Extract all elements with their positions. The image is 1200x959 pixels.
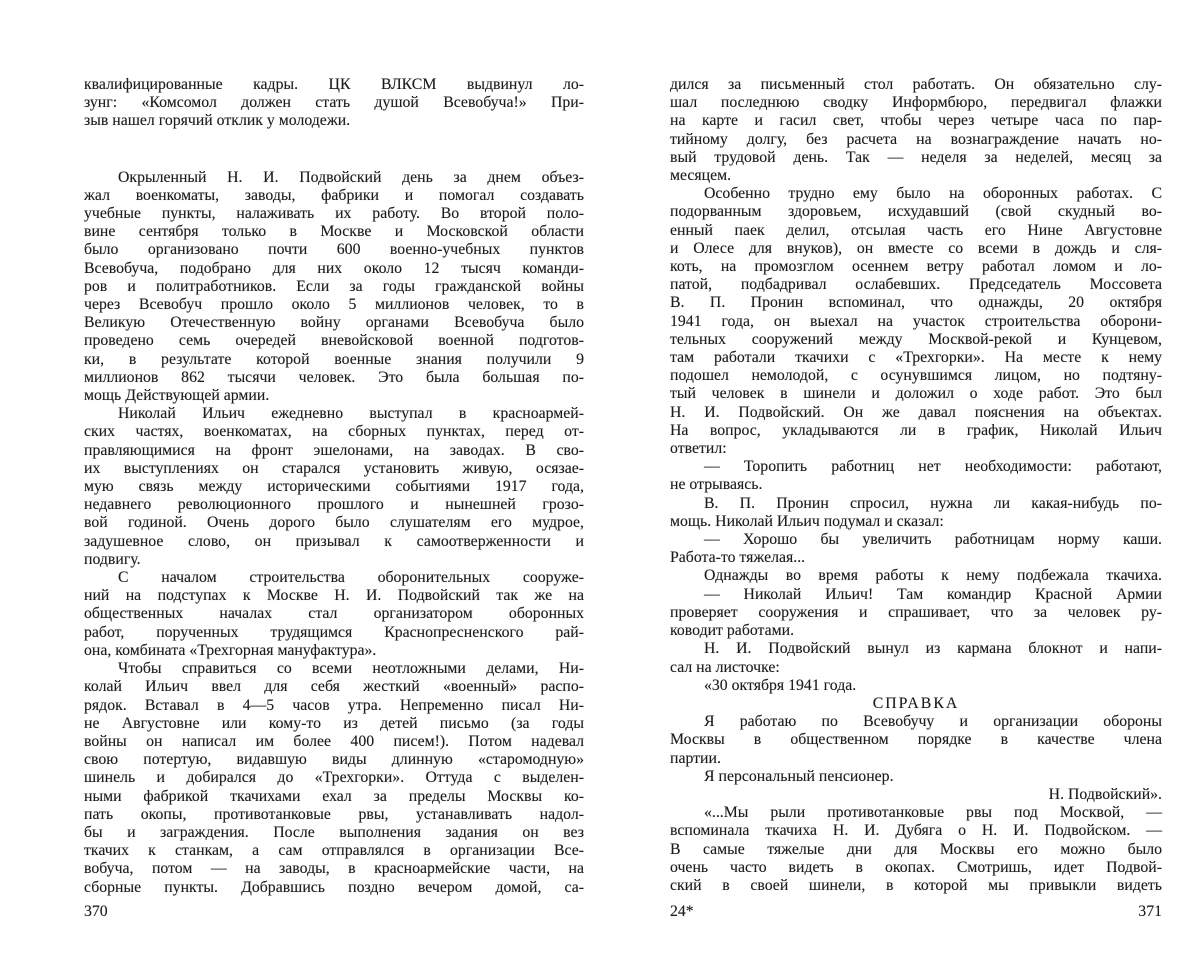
text-line: недавнего революционного прошлого и нынешней грозо-	[84, 496, 584, 514]
text-line: было организовано почти 600 военно-учебных пунктов	[84, 241, 584, 259]
text-line: В самые тяжелые дни для Москвы его можно было	[670, 840, 1162, 858]
text-line: ки, в результате которой военные знания получили 9	[84, 350, 584, 368]
text-line: ными фабрикой ткачихами ехал за пределы Москвы ко-	[84, 787, 584, 805]
text-line: работ, порученных трудящимся Краснопресненского рай-	[84, 623, 584, 641]
text-line: вой годиной. Очень дорого было слушателям его мудрое,	[84, 514, 584, 532]
text-line: зунг: «Комсомол должен стать душой Всевобуча!» При-	[84, 94, 584, 112]
text-line: Я персональный пенсионер.	[704, 767, 894, 785]
text-line: квалифицированные кадры. ЦК ВЛКСМ выдвинул ло-	[84, 76, 584, 93]
text-line: подвигу.	[84, 550, 141, 568]
left-page-number: 370	[84, 903, 108, 920]
text-line: ководит работами.	[670, 622, 795, 640]
text-line: сборные пункты. Добравшись поздно вечером домой, са-	[84, 878, 584, 896]
text-line: вый трудовой день. Так — неделя за неделей, месяц за	[670, 148, 1162, 166]
text-line: вине сентября только в Москве и Московской области	[84, 223, 584, 241]
text-line: Однажды во время работы к нему подбежала ткачиха.	[704, 567, 1162, 585]
text-line: — Торопить работниц нет необходимости: работают,	[704, 458, 1162, 476]
text-line: на карте и гасил свет, чтобы через четыре часа по пар-	[670, 112, 1162, 130]
text-line: ских частях, военкоматах, на сборных пунктах, перед от-	[84, 423, 584, 441]
text-line: не отрываясь.	[670, 476, 763, 494]
text-line: Николай Ильич ежедневно выступал в красноармей-	[118, 405, 584, 423]
text-line: мую связь между историческими событиями 1917 года,	[84, 478, 584, 496]
text-line: Н. И. Подвойский. Он же давал пояснения на объектах.	[670, 403, 1162, 421]
text-line: В. П. Пронин спросил, нужна ли какая-нибудь по-	[704, 494, 1162, 512]
text-line: дился за письменный стол работать. Он обязательно слу-	[670, 76, 1162, 93]
text-line: общественных началах стал организатором оборонных	[84, 605, 584, 623]
text-line: их выступлениях он старался установить живую, осязае-	[84, 459, 584, 477]
section-break	[84, 131, 584, 169]
right-page-footer	[670, 903, 1162, 921]
text-line: 1941 года, он выехал на участок строительства оборони-	[670, 312, 1162, 330]
text-line: вобуча, потом — на заводы, в красноармейские части, на	[84, 860, 584, 878]
text-line: зыв нашел горячий отклик у молодежи.	[84, 112, 351, 130]
text-line: и Олесе для внуков), он вместе со всеми в дождь и сля-	[670, 239, 1162, 257]
text-line: войны он написал им более 400 писем!). Потом надевал	[84, 732, 584, 750]
text-line: мощь Действующей армии.	[84, 387, 270, 405]
text-line: тийному долгу, без расчета на вознаграждение начать но-	[670, 130, 1162, 148]
right-page-number: 371	[1138, 903, 1162, 920]
text-line: Особенно трудно ему было на оборонных работах. С	[704, 185, 1162, 203]
text-line: — Хорошо бы увеличить работницам норму каши.	[704, 531, 1162, 549]
text-line: С началом строительства оборонительных сооруже-	[118, 569, 584, 587]
text-line: тельных сооружений между Москвой-рекой и Кунцевом,	[670, 330, 1162, 348]
spravka-heading: СПРАВКА	[872, 694, 960, 712]
text-line: Великую Отечественную войну органами Всевобуча было	[84, 314, 584, 332]
text-line: шинель и добирался до «Трехгорки». Оттуда с выделен-	[84, 769, 584, 787]
text-line: очень часто видеть в окопах. Смотришь, идет Подвой-	[670, 858, 1162, 876]
text-line: сал на листочке:	[670, 658, 780, 676]
text-line: ткачих к станкам, а сам отправлялся в организации Все-	[84, 842, 584, 860]
text-line: ответил:	[670, 440, 727, 458]
text-line: вспоминала ткачиха Н. И. Дубяга о Н. И. Подвойском. —	[670, 822, 1162, 840]
text-line: коть, на промозглом осеннем ветру работал ломом и ло-	[670, 258, 1162, 276]
text-line: бы и заграждения. После выполнения задания он вез	[84, 823, 584, 841]
text-line: «...Мы рыли противотанковые рвы под Москвой, —	[704, 804, 1162, 822]
text-line: Всевобуча, подобрано для них около 12 тысяч команди-	[84, 259, 584, 277]
text-line: Окрыленный Н. И. Подвойский день за днем объез-	[118, 168, 584, 186]
text-line: миллионов 862 тысячи человек. Это была большая по-	[84, 368, 584, 386]
right-page-text-column	[670, 76, 1162, 895]
text-line: На вопрос, укладываются ли в график, Николай Ильич	[670, 421, 1162, 439]
text-line: задушевное слово, он призывал к самоотверженности и	[84, 532, 584, 550]
text-line: жал военкоматы, заводы, фабрики и помогал создавать	[84, 186, 584, 204]
text-line: Работа-то тяжелая...	[670, 549, 806, 567]
text-line: Я работаю по Всевобучу и организации обороны	[704, 713, 1162, 731]
text-line: В. П. Пронин вспоминал, что однажды, 20 октября	[670, 294, 1162, 312]
text-line: месяцем.	[670, 167, 732, 185]
text-line: правляющимися на фронт эшелонами, на заводах. В сво-	[84, 441, 584, 459]
text-line: Чтобы справиться со всеми неотложными делами, Ни-	[118, 660, 584, 678]
text-line: через Всевобуч прошло около 5 миллионов человек, то в	[84, 296, 584, 314]
signature-mark: 24*	[670, 903, 694, 920]
text-line: учебные пункты, налаживать их работу. Во второй поло-	[84, 205, 584, 223]
text-line: мощь. Николай Ильич подумал и сказал:	[670, 512, 944, 530]
text-line: Н. И. Подвойский вынул из кармана блокнот и напи-	[704, 640, 1162, 658]
text-line: свою потертую, видавшую виды длинную «старомодную»	[84, 751, 584, 769]
text-line: подорванным здоровьем, исхудавший (свой скудный во-	[670, 203, 1162, 221]
text-line: рядок. Вставал в 4—5 часов утра. Непременно писал Ни-	[84, 696, 584, 714]
text-line: проверяет сооружения и спрашивает, что за человек ру-	[670, 603, 1162, 621]
text-line: не Августовне или кому-то из детей письмо (за годы	[84, 714, 584, 732]
text-line: тый человек в шинели и доложил о ходе работ. Это был	[670, 385, 1162, 403]
text-line: подошел немолодой, с осунувшимся лицом, но подтяну-	[670, 367, 1162, 385]
text-line: Москвы в общественном порядке в качестве члена	[670, 731, 1162, 749]
text-line: шал последнюю сводку Информбюро, передвигал флажки	[670, 94, 1162, 112]
text-line: партии.	[670, 749, 721, 767]
text-line: проведено семь очередей вневойсковой военной подготов-	[84, 332, 584, 350]
text-line: ний на подступах к Москве Н. И. Подвойский так же на	[84, 587, 584, 605]
text-line: ский в своей шинели, в которой мы привыкли видеть	[670, 876, 1162, 894]
left-page-footer	[84, 903, 584, 921]
text-line: ров и политработников. Если за годы гражданской войны	[84, 277, 584, 295]
text-line: она, комбината «Трехгорная мануфактура».	[84, 641, 377, 659]
left-page-text-column	[84, 76, 584, 897]
text-line: колай Ильич ввел для себя жесткий «военный» распо-	[84, 678, 584, 696]
text-line: патой, подбадривал ослабевших. Председатель Моссовета	[670, 276, 1162, 294]
text-line: «30 октября 1941 года.	[704, 676, 857, 694]
signature-line: Н. Подвойский».	[1048, 785, 1162, 803]
text-line: там работали ткачихи с «Трехгорки». На месте к нему	[670, 349, 1162, 367]
text-line: — Николай Ильич! Там командир Красной Армии	[704, 585, 1162, 603]
text-line: пать окопы, противотанковые рвы, устанавливать надол-	[84, 805, 584, 823]
text-line: енный паек делил, отсылая часть его Нине Августовне	[670, 221, 1162, 239]
